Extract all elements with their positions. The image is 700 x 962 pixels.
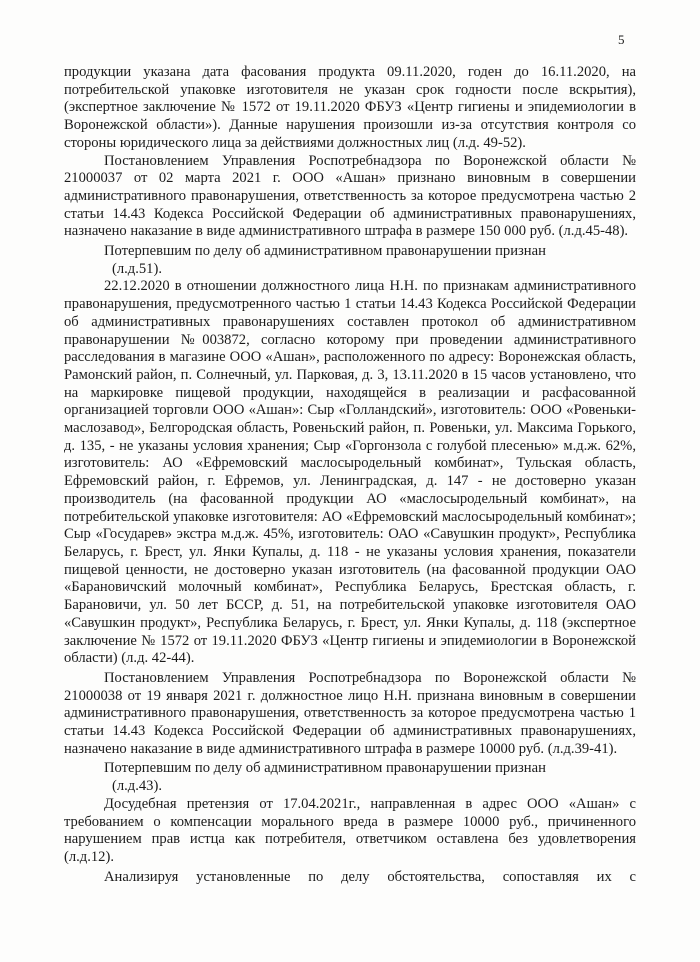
page-number: 5 — [618, 32, 625, 47]
paragraph-ruling-official: Постановлением Управления Роспотребнадзора по Воронежской области № 21000038 от 19 января 2021 г. должностное лицо Н.Н. признана виновным в совершении административного правонарушения, ответственность за которое предусмотрена частью 1 статьи 14.43 Кодекса Российской Федерации об административных правонарушениях, назначено наказание в виде административного штрафа в размере 10000 руб. (л.д.39-41). — [64, 669, 636, 757]
document-body — [64, 64, 636, 886]
paragraph-victim-2 — [64, 760, 636, 795]
paragraph-violation-continuation: продукции указана дата фасования продукта 09.11.2020, годен до 16.11.2020, на потребительской упаковке изготовителя не указан срок годности после вскрытия), (экспертное заключение № 1572 от 19.11.2020 ФБУЗ «Центр гигиены и эпидемиологии в Воронежской области»). Данные нарушения произошли из-за отсутствия контроля со стороны юридического лица за действиями должностных лиц (л.д. 49-52). — [64, 64, 636, 151]
paragraph-pretrial-claim: Досудебная претензия от 17.04.2021г., направленная в адрес ООО «Ашан» с требованием о компенсации морального вреда в размере 10000 руб., причиненного нарушением прав истца как потребителя, ответчиком оставлена без удовлетворения (л.д.12). — [64, 795, 636, 865]
paragraph-protocol: 22.12.2020 в отношении должностного лица Н.Н. по признакам административного правонарушения, предусмотренного частью 1 статьи 14.43 Кодекса Российской Федерации об административных правонарушениях составлен протокол об административном правонарушении №003872, согласно которому при проведении административного расследования в магазине ООО «Ашан», расположенного по адресу: Воронежская область, Рамонский район, п. Солнечный, ул. Парковая, д. 3, 13.11.2020 в 15 часов установлено, что на маркировке пищевой продукции, находящейся в реализации и расфасованной организацией торговли ООО «Ашан»: Сыр «Голландский», изготовитель: ООО «Ровеньки-маслозавод», Белгородская область, Ровеньский район, п. Ровеньки, ул. Максима Горького, д. 135, - не указаны условия хранения; Сыр «Горгонзола с голубой плесенью» м.д.ж. 62%, изготовитель: АО «Ефремовский маслосыродельный комбинат», Тульская область, Ефремовский район, г. Ефремов, ул. Ленинградская, д. 147 - не достоверно указан производитель (на фасованной продукции АО «маслосыродельный комбинат», на потребительской упаковке изготовителя: АО «Ефремовский маслосыродельный комбинат»; Сыр «Государев» экстра м.д.ж. 45%, изготовитель: ОАО «Савушкин продукт», Республика Беларусь, г. Брест, ул. Янки Купалы, д. 118 - не указаны условия хранения, показатели пищевой ценности, не достоверно указан изготовитель (на фасованной продукции ОАО «Барановичский молочный комбинат», Республика Беларусь, Брестская область, г. Барановичи, ул. 50 лет БССР, д. 51, на потребительской упаковке изготовителя ОАО «Савушкин продукт», Республика Беларусь, г. Брест, ул. Янки Купалы, д. 118 (экспертное заключение № 1572 от 19.11.2020 ФБУЗ «Центр гигиены и эпидемиологии в Воронежской области) (л.д. 42-44). — [64, 278, 636, 667]
victim-1-ref: (л.д.51). — [112, 260, 162, 277]
paragraph-victim-1 — [64, 243, 636, 278]
paragraph-ruling-ashan: Постановлением Управления Роспотребнадзора по Воронежской области № 21000037 от 02 марта 2021 г. ООО «Ашан» признано виновным в совершении административного правонарушения, ответственность за которое предусмотрена частью 2 статьи 14.43 Кодекса Российской Федерации об административных правонарушениях, назначено наказание в виде административного штрафа в размере 150 000 руб. (л.д.45-48). — [64, 152, 636, 240]
paragraph-analysis — [64, 869, 636, 887]
victim-1-line: Потерпевшим по делу об административном правонарушении признан — [104, 243, 546, 260]
victim-2-ref: (л.д.43). — [112, 778, 162, 795]
victim-2-line: Потерпевшим по делу об административном правонарушении признан — [104, 760, 546, 777]
analysis-line: Анализируя установленные по делу обстоятельства, сопоставляя их с — [104, 868, 636, 885]
